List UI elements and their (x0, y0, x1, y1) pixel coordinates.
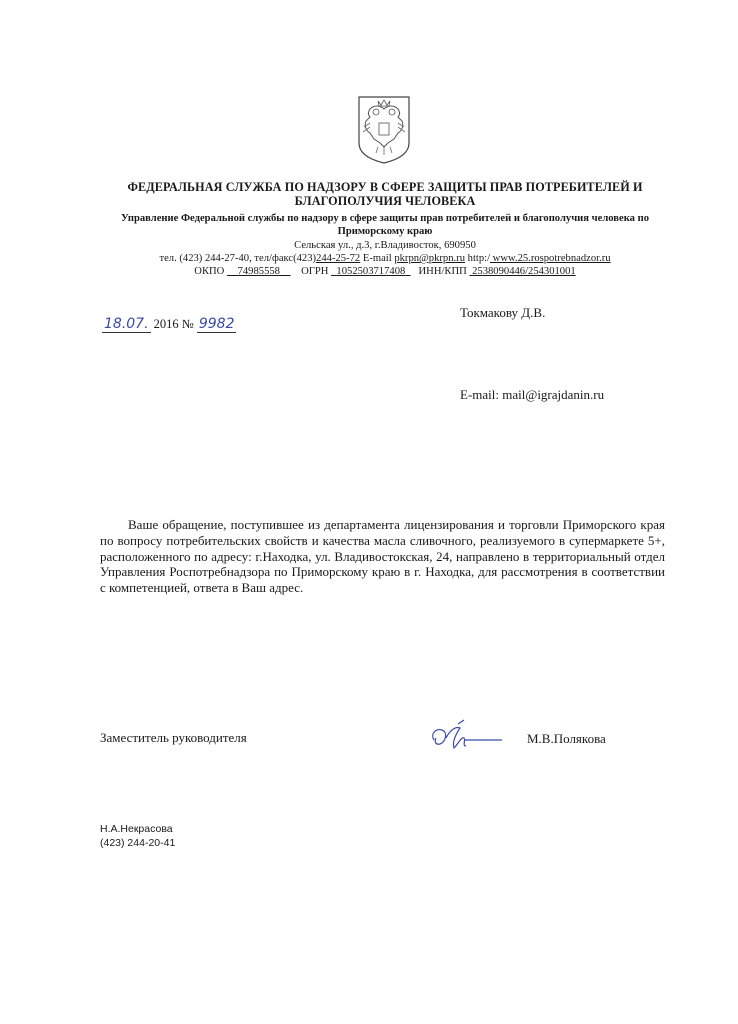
inn-label: ИНН/КПП (418, 266, 467, 277)
date-handwritten: 18.07. (104, 316, 149, 332)
number-label: № (181, 317, 194, 331)
inn-number: 2538090446/254301001 (472, 266, 576, 277)
email-label: E-mail (360, 253, 395, 264)
okpo-value (227, 266, 291, 277)
executor-name: Н.А.Некрасова (100, 823, 173, 835)
number-handwritten: 9982 (198, 316, 235, 332)
double-headed-eagle-icon (356, 95, 412, 165)
department-name: Управление Федеральной службы по надзору в сфере защиты прав потребителей и благополучия человека по Приморскому краю (120, 213, 650, 237)
fax-number: 244-25-72 (316, 253, 361, 264)
executor-block (100, 822, 175, 850)
recipient-name: Токмакову Д.В. (460, 305, 546, 320)
handwritten-signature (428, 718, 508, 758)
contact-block (95, 239, 675, 278)
year: 2016 (153, 317, 179, 331)
address-line: Сельская ул., д.3, г.Владивосток, 690950 (294, 240, 476, 251)
okpo-label: ОКПО (194, 266, 225, 277)
signatory-name: М.В.Полякова (527, 731, 606, 746)
website-link[interactable]: www.25.rospotrebnadzor.ru (490, 253, 611, 264)
site-prefix: http:/ (465, 253, 491, 264)
phone-line (95, 252, 675, 265)
signatory-title: Заместитель руководителя (100, 730, 247, 745)
agency-title: ФЕДЕРАЛЬНАЯ СЛУЖБА ПО НАДЗОРУ В СФЕРЕ ЗАЩИТЫ ПРАВ ПОТРЕБИТЕЛЕЙ И БЛАГОПОЛУЧИЯ ЧЕЛОВЕКА (127, 180, 643, 208)
letter-body: Ваше обращение, поступившее из департамента лицензирования и торговли Приморского края по вопросу потребительских свойств и качества масла сливочного, реализуемого в супермаркете 5+, расположенного по адресу: г.Находка, ул. Владивостокская, 24, направлено в территориальный отдел Управления Роспотребнадзора по Приморскому краю в г. Находка, для рассмотрения в соответствии с компетенцией, ответа в Ваш адрес. (100, 517, 665, 596)
executor-phone: (423) 244-20-41 (100, 837, 176, 849)
phone-text: тел. (423) 244-27-40, тел/факс(423) (159, 253, 317, 264)
okpo-number: 74985558 (237, 266, 280, 277)
registration-line (102, 316, 236, 333)
inn-value (469, 266, 575, 277)
registry-line (95, 265, 675, 278)
ogrn-value (331, 266, 410, 277)
ogrn-label: ОГРН (301, 266, 329, 277)
email-link[interactable]: pkrpn@pkrpn.ru (394, 253, 465, 264)
recipient-email: E-mail: mail@igrajdanin.ru (460, 387, 605, 402)
ogrn-number: 1052503717408 (336, 266, 406, 277)
coat-of-arms-emblem (356, 95, 412, 165)
